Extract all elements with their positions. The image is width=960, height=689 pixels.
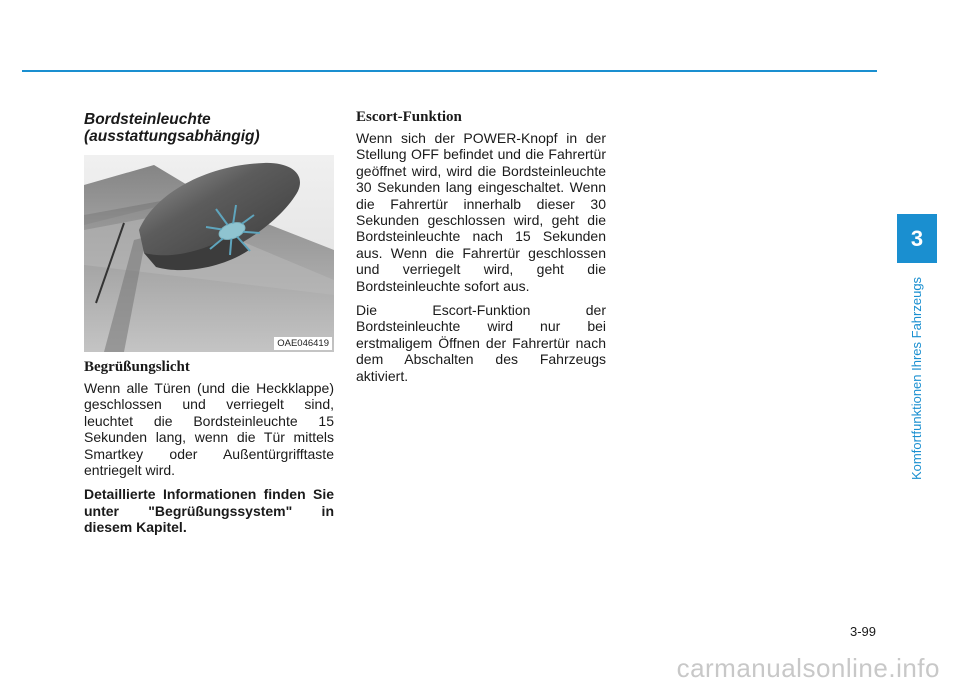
- mirror-puddle-lamp-drawing: [84, 155, 334, 352]
- chapter-tab: 3: [897, 214, 937, 263]
- paragraph-welcome-light: Wenn alle Türen (und die Heckklappe) geschlossen und verriegelt sind, leuchtet die Bordsteinleuchte 15 Sekunden lang, wenn die Tür mittels Smartkey oder Außentürgrifftaste entriegelt wird.: [84, 380, 334, 479]
- left-column: [84, 108, 334, 544]
- paragraph-escort-1: Wenn sich der POWER-Knopf in der Stellung OFF befindet und die Fahrertür geöffnet wird, wird die Bordsteinleuchte 30 Sekunden lang eingeschaltet. Wenn die Fahrertür innerhalb dieser 30 Sekunden geschlossen wird, geht die Bordsteinleuchte nach 15 Sekunden aus. Wenn die Fahrertür geschlossen und verriegelt wird, geht die Bordsteinleuchte sofort aus.: [356, 130, 606, 294]
- paragraph-more-information: Detaillierte Informationen finden Sie unter "Begrüßungssystem" in diesem Kapitel.: [84, 486, 334, 536]
- puddle-lamp-illustration: [84, 155, 334, 352]
- heading-escort-function: Escort-Funktion: [356, 109, 462, 125]
- page-number: 3-99: [849, 624, 876, 639]
- subheading-welcome-light: Begrüßungslicht: [84, 359, 190, 375]
- top-rule: [22, 70, 877, 72]
- paragraph-escort-2: Die Escort-Funktion der Bordsteinleuchte wird nur bei erstmaligem Öffnen der Fahrertür nach dem Abschalten des Fahrzeugs aktiviert.: [356, 302, 606, 384]
- chapter-title-vertical: Komfortfunktionen Ihres Fahrzeugs: [909, 276, 924, 480]
- figure-code-label: OAE046419: [274, 337, 332, 350]
- section-heading-puddle-lamp: Bordsteinleuchte (ausstattungsabhängig): [84, 111, 260, 145]
- watermark-text: carmanualsonline.info: [676, 653, 940, 683]
- right-column: [356, 108, 606, 392]
